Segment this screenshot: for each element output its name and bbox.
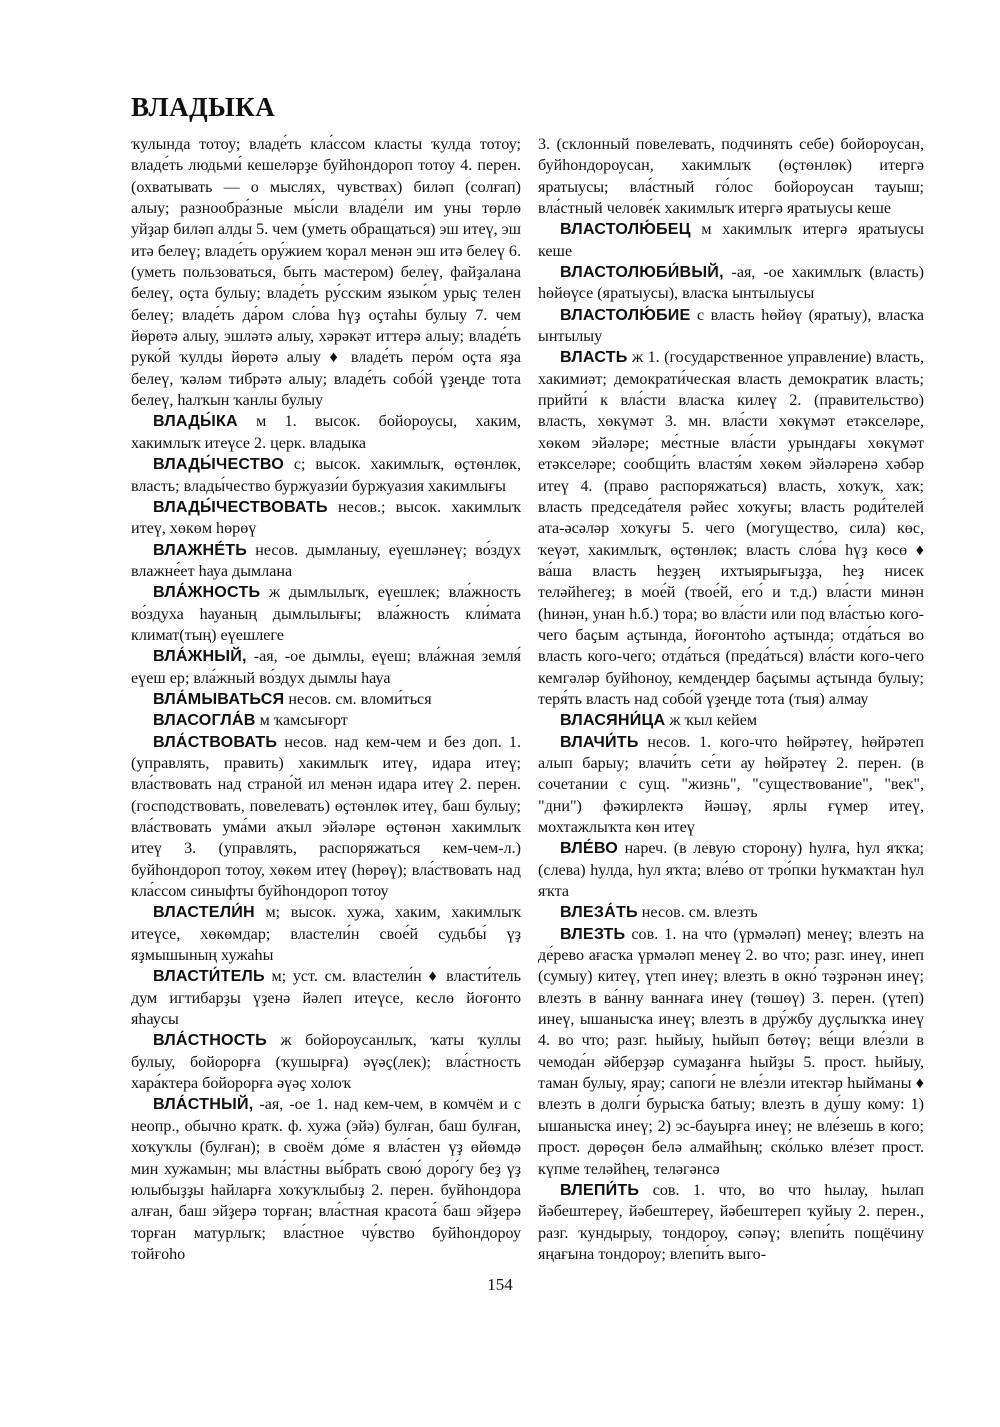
entry-text: -ая, -ое дымлы, еүеш; вла́жная земля́ еүеш ер; вла́жный во́здух дымлы һауа	[131, 648, 522, 687]
dictionary-entry	[538, 924, 924, 1180]
entry-headword: ВЛЕЗА́ТЬ	[560, 903, 638, 922]
entry-text: сов. 1. на что (үрмәләп) менеү; влезть на де́рево ағасҡа үрмәләп менеү 2. во что; разг. инеү, инеп (сумыу) китеү, үтеп инеү; влезть в окно́ тәҙрәнән инеү; влезть в ва́нну ваннаға инеү (төшөү) 3. перен. (үтеп) инеү, ышанысҡа инеү; влезть в дру́жбу дуҫлыҡҡа инеү 4. во что; разг. һыйыу, һыйып бөтөү; ве́щи вле́зли в чемода́н әйберҙәр сумаҙанға һыйҙы 5. прост. һыйыу, таман булыу, ярау; сапоги́ не вле́зли итектәр һыйманы ♦ влезть в долги́ бурысҡа батыу; влезть в ду́шу кому: 1) ышанысҡа инеү; 2) эс-бауырға инеү; не вле́зешь в кого; прост. дөрөҫөн белә алмайһың; ско́лько вле́зет прост. күпме теләйһең, теләгәнсә	[538, 925, 924, 1178]
page-number: 154	[487, 1275, 513, 1294]
dictionary-entry	[538, 710, 924, 731]
entry-text: с; высок. хакимлыҡ, өҫтөнлөк, власть; влады́чество буржуази́и буржуазия хакимлығы	[131, 456, 521, 495]
entry-headword: ВЛА́СТНОСТЬ	[153, 1031, 267, 1050]
entry-text: 3. (склонный повелевать, подчинять себе) бойороусан, буйһондороусан, хакимлыҡ (өҫтөнлөк) итергә яратыусы; вла́стный го́лос бойороусан тауыш; вла́стный челове́к хакимлыҡ итергә яратыусы кеше	[538, 136, 924, 218]
entry-continuation	[538, 134, 924, 219]
entry-text: несов. см. вломи́ться	[288, 690, 432, 708]
entry-headword: ВЛАСТЬ	[560, 348, 628, 367]
entry-headword: ВЛАСТЕЛИ́Н	[153, 903, 255, 922]
entry-text: с власть һөйөү (яратыу), власҡа ынтылыу	[538, 306, 924, 346]
dictionary-entry	[131, 732, 521, 903]
dictionary-entry	[538, 262, 924, 305]
entry-headword: ВЛЕ́ВО	[560, 839, 618, 858]
entry-text: м; высок. хужа, хаким, хакимлыҡ итеүсе, хөкөмдар; властели́н свое́й судьбы́ үҙ яҙмышының хужаһы	[131, 904, 521, 965]
entry-headword: ВЛАДЫ́КА	[153, 412, 238, 431]
right-column	[538, 134, 924, 1265]
entry-headword: ВЛАДЫ́ЧЕСТВО	[153, 455, 284, 474]
dictionary-entry	[131, 497, 521, 540]
entry-headword: ВЛАЧИ́ТЬ	[560, 732, 639, 751]
entry-continuation	[131, 134, 521, 411]
entry-text: ҡулында тотоу; владе́ть кла́ссом класты ҡулда тотоу; владе́ть людьми́ кешеләрҙе буйһондороп тотоу 4. перен. (охватывать — о мыслях, чувствах) биләп (солғап) алыу; разнообра́зные мы́сли владе́ли им уны төрлө уйҙар биләп алды 5. чем (уметь обращаться) эш итеү, эш итә белеү; владе́ть ору́жием ҡорал менән эш итә белеү 6. (уметь пользоваться, быть мастером) белеү, файҙалана белеү, оҫта булыу; владе́ть ру́сским языко́м урыҫ телен белеү; владе́ть да́ром сло́ва һүҙ оҫтаһы булыу 7. чем йөрөтә алыу, эшләтә алыу, хәрәкәт иттерә алыу; владе́ть руко́й ҡулды йөрөтә алыу ♦ владе́ть перо́м оҫта яҙа белеү, ҡәләм тибрәтә алыу; владе́ть собо́й үҙеңде тота белеү, һалҡын ҡанлы булыу	[131, 136, 521, 410]
entry-headword: ВЛАЖНЕ́ТЬ	[153, 540, 248, 559]
entry-text: ж 1. (государственное управление) власть, хакимиәт; демократи́ческая власть демократик власть; прийти́ к вла́сти власҡа килеү 2. (правительство) власть, хөкүмәт 3. мн. вла́сти хөкүмәт етәкселәре, хөкөм эйәләре; ме́стные вла́сти урындағы хөкүмәт етәкселәре; сообщи́ть властя́м хөкөм эйәләренә хәбәр итеү 4. (право распоряжаться) власть, хоҡуҡ, хаҡ; власть председа́теля рәйес хоҡуғы; власть роди́телей ата-әсәләр хоҡуғы 5. чего (могущество, сила) көс, ҡеүәт, хакимлыҡ, өҫтөнлөк; власть сло́ва һүҙ көсө ♦ ва́ша власть һеҙҙең ихтыярығыҙҙа, һеҙ нисек теләйһегеҙ; в мое́й (твое́й, его́ и т.д.) вла́сти минән (һинән, унан һ.б.) тора; во вла́сти или под вла́стью кого-чего баҫым аҫтында, йоғонтоһо аҫтында; отда́ться во власть кого-чего; отда́ться (преда́ться) вла́сти кого-чего кемгәләр буйһоноу, кемдеңдер баҫымы аҫтында булыу; теря́ть власть над собо́й үҙеңде тота (тыя) алмау	[538, 349, 924, 708]
entry-headword: ВЛА́ЖНЫЙ,	[153, 647, 247, 666]
entry-headword: ВЛЕЗТЬ	[560, 924, 626, 943]
entry-headword: ВЛА́МЫВАТЬСЯ	[153, 689, 285, 708]
entry-text: несов.; высок. хакимлыҡ итеү, хөкөм һөрөү	[131, 498, 521, 538]
dictionary-entry	[131, 689, 521, 710]
entry-headword: ВЛАСОГЛА́В	[153, 711, 256, 730]
entry-text: -ая, -ое 1. над кем-чем, в комчём и с неопр., обычно кратк. ф. хужа (эйә) булған, баш булған, хоҡуҡлы (булған); в своём до́ме я вла́стен үҙ өйөмдә мин хужамын; мы вла́стны вы́брать свою́ доро́гу беҙ үҙ юлыбыҙҙы һайларға хоҡуҡлыбыҙ 2. перен. буйһондора алған, баш эйҙерә торған; вла́стная красота́ баш эйҙерә торған матурлыҡ; вла́стное чу́вство буйһондороу тойғоһо	[131, 1096, 521, 1263]
entry-headword: ВЛАСТОЛЮ́БЕЦ	[560, 220, 691, 239]
dictionary-entry	[538, 732, 924, 839]
left-column	[131, 134, 521, 1265]
entry-text: несов. см. влезть	[641, 904, 758, 922]
dictionary-entry	[131, 454, 521, 497]
dictionary-entry	[538, 1180, 924, 1265]
entry-text: несов. над кем-чем и без доп. 1. (управлять, править) хакимлыҡ итеү, идара итеү; вла́ствовать над страно́й ил менән идара итеү 2. перен. (господствовать, повелевать) өҫтөнлөк итеү, баш булыу; вла́ствовать ума́ми аҡыл эйәләре өҫтөнән хакимлыҡ итеү 3. (управлять, распоряжаться кем-чем-л.) буйһондороп тотоу, хөкөм итеү (һөрөү); вла́ствовать над кла́ссом синыфты буйһондороп тотоу	[131, 733, 521, 901]
dictionary-entry	[538, 219, 924, 262]
entry-text: м ҡамсығорт	[259, 712, 348, 730]
entry-text: нареч. (в левую сторону) һулға, һул яҡҡа; (слева) һулда, һул яҡта; вле́во от тро́пки һуҡмаҡтан һул яҡта	[538, 840, 924, 901]
dictionary-entry	[538, 838, 924, 902]
entry-text: ж ҡыл кейем	[669, 712, 758, 730]
dictionary-entry	[131, 582, 521, 646]
entry-headword: ВЛА́СТВОВАТЬ	[153, 732, 278, 751]
dictionary-entry	[131, 966, 521, 1030]
entry-text: сов. 1. что, во что һылау, һылап йәбештереү, йәбештереү, йәбештереп ҡуйыу 2. перен., разг. ҡундырыу, тондороу, сәпәү; влепи́ть пощёчину яңағына тондороу; влепи́ть выго-	[538, 1181, 924, 1263]
entry-headword: ВЛЕПИ́ТЬ	[560, 1180, 640, 1199]
dictionary-entry	[131, 710, 521, 731]
entry-headword: ВЛАСЯНИ́ЦА	[560, 711, 666, 730]
dictionary-entry	[538, 347, 924, 710]
entry-text: ж бойороусанлыҡ, ҡаты ҡуллы булыу, бойорорға (ҡушырға) әүәҫ(лек); вла́стность хара́ктера бойорорға әүәҫ холоҡ	[131, 1032, 521, 1093]
entry-headword: ВЛАДЫ́ЧЕСТВОВАТЬ	[153, 497, 328, 516]
entry-text: м хакимлыҡ итергә яратыусы кеше	[538, 221, 924, 260]
entry-headword: ВЛА́СТНЫЙ,	[153, 1095, 254, 1114]
running-title: ВЛАДЫКА	[131, 92, 276, 122]
entry-headword: ВЛАСТОЛЮ́БИЕ	[560, 305, 691, 324]
dictionary-entry	[131, 902, 521, 966]
entry-text: несов. 1. кого-что һөйрәтеү, һөйрәтеп алып барыу; влачи́ть се́ти ау һөйрәтеү 2. перен. (в сочетании с сущ. "жизнь", "существование", "век", "дни") фәҡирлектә йәшәү, ярлы ғүмер итеү, мохтажлыҡта көн итеү	[538, 733, 924, 836]
entry-headword: ВЛАСТИ́ТЕЛЬ	[153, 967, 265, 986]
entry-text: несов. дымланыу, еүешләнеү; во́здух влажне́ет һауа дымлана	[131, 541, 521, 580]
dictionary-entry	[131, 1094, 521, 1265]
entry-headword: ВЛАСТОЛЮБИ́ВЫЙ,	[560, 263, 724, 282]
dictionary-entry	[131, 1030, 521, 1094]
dictionary-entry	[131, 540, 521, 583]
dictionary-entry	[538, 305, 924, 348]
entry-headword: ВЛА́ЖНОСТЬ	[153, 583, 261, 602]
entry-text: м 1. высок. бойороусы, хаким, хакимлыҡ итеүсе 2. церк. владыка	[131, 413, 521, 452]
dictionary-entry	[538, 902, 924, 923]
entry-text: м; уст. см. властели́н ♦ власти́тель дум игтибарҙы үҙенә йәлеп итеүсе, кеслө йоғонто яһаусы	[131, 968, 522, 1029]
dictionary-entry	[131, 646, 521, 689]
entry-text: ж дымлылыҡ, еүешлек; вла́жность во́здуха һауаның дымлылығы; вла́жность кли́мата климат(тың) еүешлеге	[131, 584, 521, 644]
dictionary-entry	[131, 411, 521, 454]
entry-text: -ая, -ое хакимлыҡ (власть) һөйөүсе (яратыусы), власҡа ынтылыусы	[538, 264, 924, 303]
